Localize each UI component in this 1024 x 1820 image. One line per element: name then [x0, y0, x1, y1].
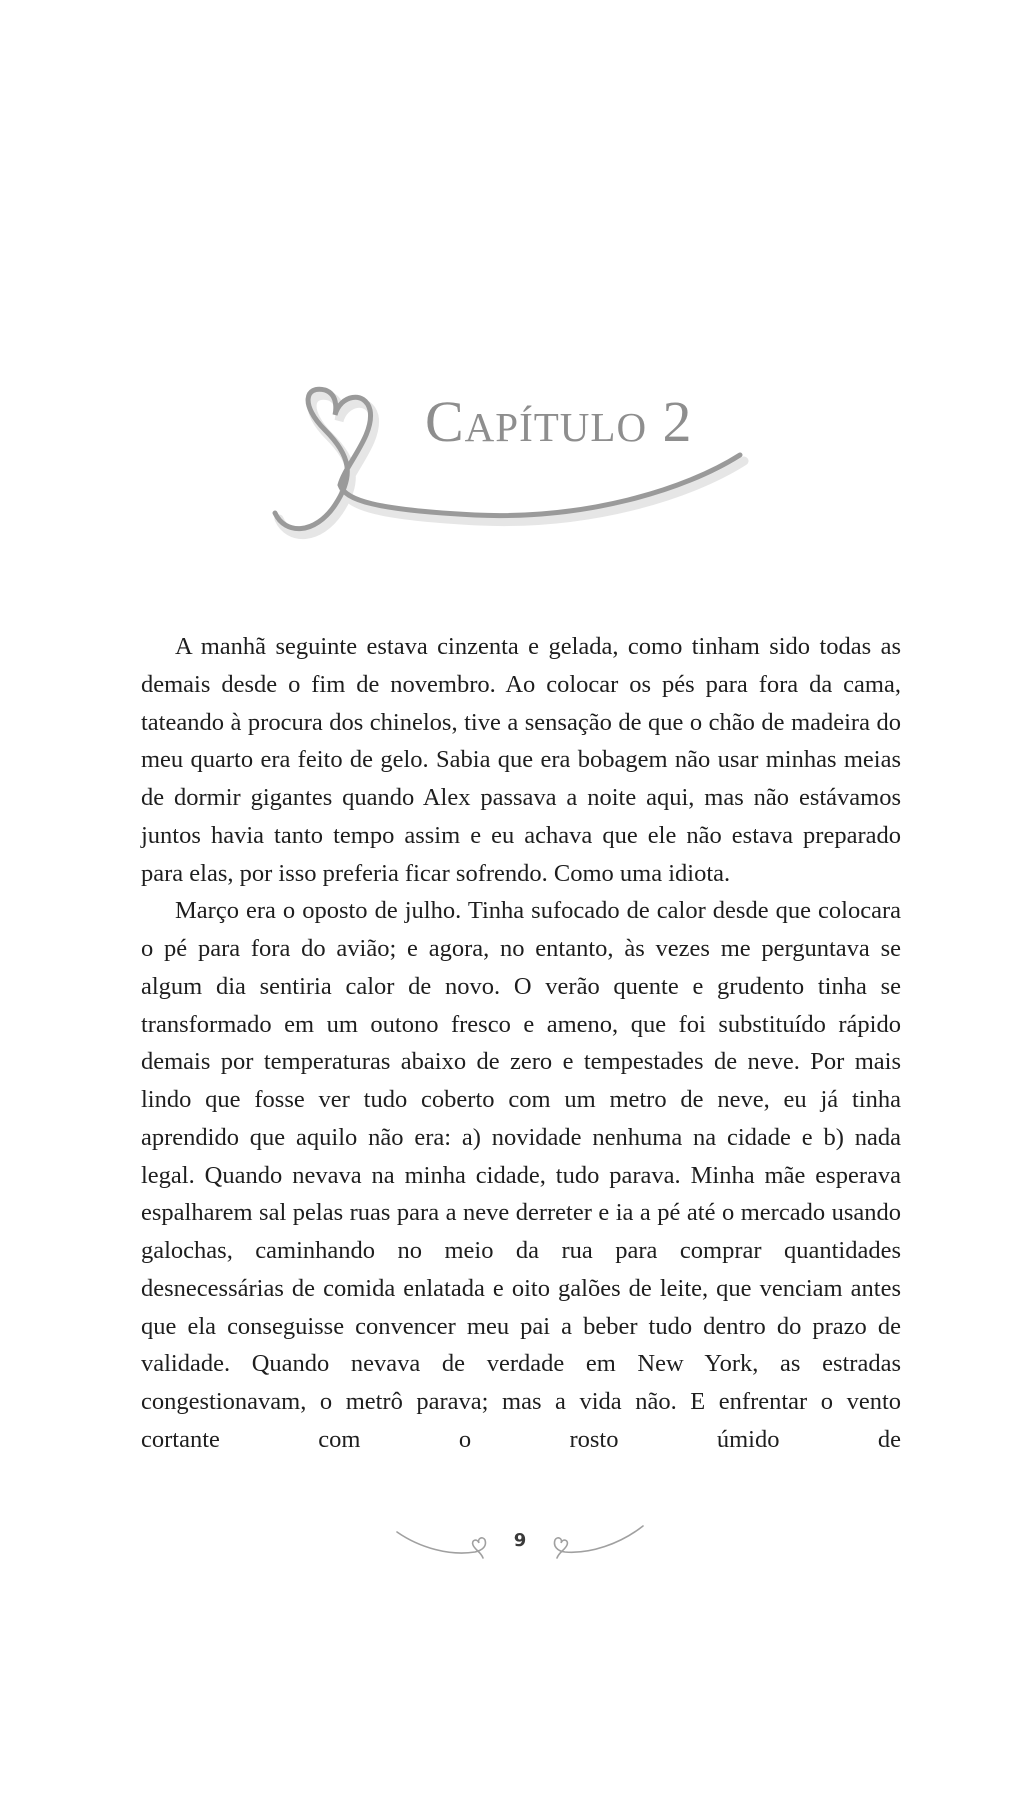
chapter-title: Capítulo 2 — [425, 389, 693, 454]
page-footer — [395, 1518, 645, 1568]
chapter-header — [255, 385, 775, 545]
paragraph: A manhã seguinte estava cinzenta e gelada, como tinham sido todas as demais desde o fim de novembro. Ao colocar os pés para fora da cama, tateando à procura dos chinelos, tive a sensação de que o chão de madeira do meu quarto era feito de gelo. Sabia que era bobagem não usar minhas meias de dormir gigantes quando Alex passava a noite aqui, mas não estávamos juntos havia tanto tempo assim e eu achava que ele não estava preparado para elas, por isso preferia ficar sofrendo. Como uma idiota. — [141, 633, 901, 887]
page-number: 9 — [513, 1530, 527, 1551]
chapter-body — [141, 628, 901, 1459]
paragraph: Março era o oposto de julho. Tinha sufocado de calor desde que colocara o pé para fora do avião; e agora, no entanto, às vezes me perguntava se algum dia sentiria calor de novo. O verão quente e grudento tinha se transformado em um outono fresco e ameno, que foi substituído rápido demais por temperaturas abaixo de zero e tempestades de neve. Por mais lindo que fosse ver tudo coberto com um metro de neve, eu já tinha aprendido que aquilo não era: a) novidade nenhuma na cidade e b) nada legal. Quando nevava na minha cidade, tudo parava. Minha mãe esperava espalharem sal pelas ruas para a neve derreter e ia a pé até o mercado usando galochas, caminhando no meio da rua para comprar quantidades desnecessárias de comida enlatada e oito galões de leite, que venciam antes que ela conseguisse convencer meu pai a beber tudo dentro do prazo de validade. Quando nevava de verdade em New York, as estradas congestionavam, o metrô parava; mas a vida não. E enfrentar o vento cortante com o rosto úmido de — [141, 897, 901, 1453]
